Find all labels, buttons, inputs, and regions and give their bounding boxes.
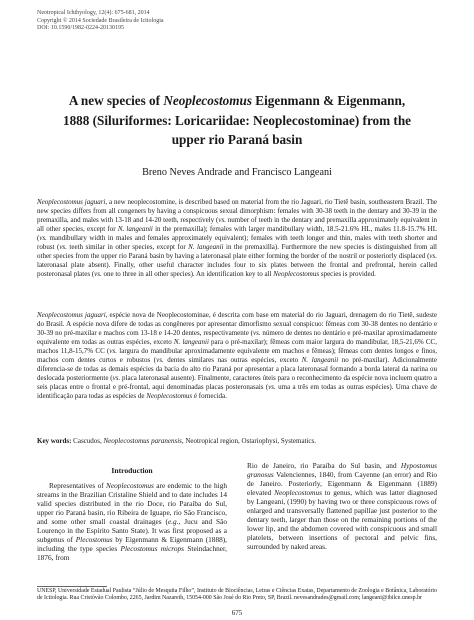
copyright-line: Copyright © 2014 Sociedade Brasileira de Ictiologia (37, 17, 164, 24)
section-heading-introduction: Introduction (111, 466, 153, 475)
abstract-english: Neoplecostomus jaguari, a new neoplecostomine, is described based on material from the rio Jaguari, rio Tietê basin, southeastern Brazil. The new species differs from all congeners by having a conspicuous sexual dimorphism: females with 30-38 teeth in the dentary and 30-39 in the premaxilla, and males with 13-18 and 14-20 teeth, respectively (vs. number of teeth in the dentary and premaxilla approximately equivalent in all other species, except for N. langeanii in the premaxilla); females with larger mandibullary width, 18.5-21.6% HL, males 11.8-15.7% HL (vs. mandibullary width in males and females approximately equivalent); females with teeth longer and thin, males with teeth shorter and robust (vs. teeth similar in other species, except for N. langeanii in the premaxilla). Furthermore the new species is distinguished from all other species from the upper rio Paraná basin by having a lateronasal plate either forming the border of the nostril or posteriorly displaced (vs. lateronasal plate absent). Finally, other useful character includes four to six plates between the frontal and prefrontal, herein called posteronasal plates (vs. one to three in all other species). An identification key to all Neoplecostomus species is provided. (37, 198, 437, 278)
footnote-divider (37, 586, 107, 587)
title-genus: Neoplecostomus (163, 93, 252, 108)
keywords-label: Key words: (37, 437, 72, 445)
introduction-paragraph-continued: Rio de Janeiro, rio Paraíba do Sul basin, and Hypostomus granosus Valenciennes, 1840, from Cayenne (an error) and Rio de Janeiro. Posteriorly, Eigenmann & Eigenmann (1889) elevated Neoplecostomus to genus, which was latter diagnosed by Langeani, (1990) by having two or three conspicuous rows of enlarged and transversally flattened papillae just posterior to the dentary teeth, larger than those on the remaining portions of the lower lip, and the abdomen covered with conspicuous and small platelets, between insertions of pectoral and pelvic fins, surrounded by naked areas. (247, 461, 437, 551)
title-line-3: upper rio Paraná basin (171, 132, 303, 147)
page-number: 675 (231, 609, 243, 617)
title-line-2: 1888 (Siluriformes: Loricariidae: Neoplecostominae) from the (62, 112, 412, 128)
introduction-column-right (247, 462, 437, 552)
journal-header (37, 10, 164, 33)
journal-citation: Neotropical Ichthyology, 12(4): 675-681, 2014 (37, 10, 150, 16)
introduction-paragraph: Representatives of Neoplecostomus are endemic to the high streams in the Brazilian Cristaline Shield and to date includes 14 valid species distributed in the rio Doce, rio Paraíba do Sul, upper rio Paraná basin, rio Ribeira de Iguape, rio São Francisco, and some other small coastal drainages (e.g., Jucu and São Lourenço in the Espírito Santo State). It was first proposed as a subgenus of Plecostomus by Eigenmann & Eigenmann (1888), including the type species Plecostomus microps Steindachner, 1876, from (37, 480, 227, 562)
affiliation-footnote: UNESP, Universidade Estadual Paulista “Júlio de Mesquita Filho”, Instituto de Biociências, Letras e Ciências Exatas, Departamento de Zoologia e Botânica, Laboratório de Ictiologia. Rua Cristóvão Colombo, 2265, Jardim Nazareth, 15054-000 São José do Rio Preto, SP, Brazil. nevesandrades@gmail.com; langeani@ibilce.unesp.br (37, 588, 437, 602)
article-title (40, 91, 434, 150)
abstract-portuguese: Neoplecostomus jaguari, espécie nova de Neoplecostominae, é descrita com base em material do rio Jaguari, drenagem do rio Tietê, sudeste do Brasil. A espécie nova difere de todas as congêneres por apresentar dimorfismo sexual conspícuo: fêmeas com 30-38 dentes no dentário e 30-39 no pré-maxilar e machos com 13-18 e 14-20 dentes, respectivamente (vs. número de dentes no dentário e pré-maxilar aproximadamente equivalente em todas as outras espécies, exceto N. langeanii para o pré-maxilar); fêmeas com maior largura do mandibular, 18,5-21,6% CC, machos 11,8-15,7% CC (vs. largura do mandibular aproximadamente equivalente em machos e fêmeas); fêmeas com dentes longos e finos, machos com dentes curtos e robustos (vs. dentes similares nas outras espécies, exceto N. langeanii no pré-maxilar). Adicionalmente diferencia-se de todas as demais espécies da bacia do alto rio Paraná por apresentar a placa lateronasal formando a borda lateral da narina ou deslocada posteriormente (vs. placa lateronasal ausente). Finalmente, caracteres úteis para o reconhecimento da espécie nova incluem quatro a seis placas entre o frontal e pré-frontal, aqui denominadas placas posteronasais (vs. uma a três em todas as outras espécies). Uma chave de identificação para todas as espécies de Neoplecostomus é fornecida. (37, 311, 438, 400)
keywords: Key words: Cascudos, Neoplecostomus paranensis, Neotropical region, Ostariophysi, Systematics. (37, 437, 317, 445)
title-text: Eigenmann & Eigenmann, (252, 93, 406, 108)
author-list: Breno Neves Andrade and Francisco Langeani (142, 167, 332, 178)
doi-line: DOI: 10.1590/1982-0224-20130195 (37, 25, 124, 32)
title-text: A new species of (68, 93, 164, 108)
introduction-column-left (37, 467, 227, 563)
